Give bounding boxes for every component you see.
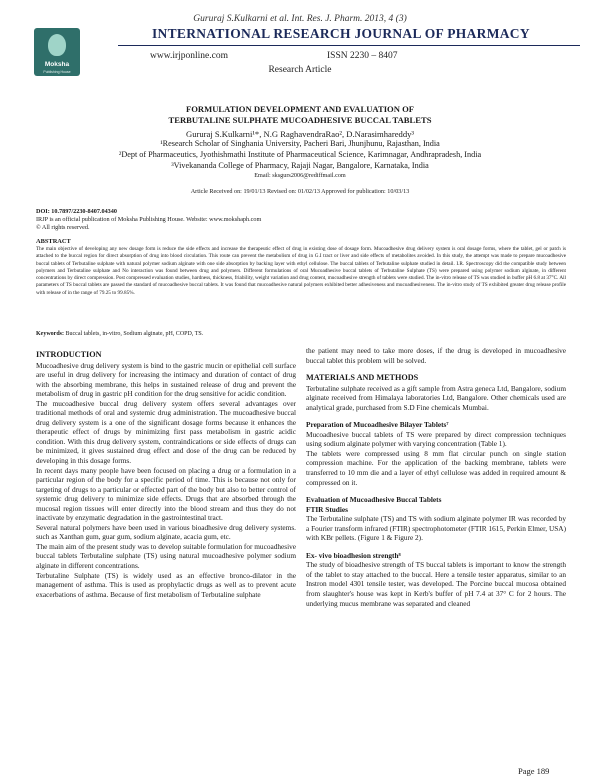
journal-issn: ISSN 2230 – 8407 xyxy=(327,51,398,61)
author-list: Gururaj S.Kulkarni¹*, N.G RaghavendraRao², D.Narasimhareddy³ xyxy=(185,129,414,139)
abstract-heading: ABSTRACT xyxy=(36,238,71,245)
exvivo-heading: Ex- vivo bioadhesion strength⁸ xyxy=(306,550,401,560)
logo-subtitle: Publishing House xyxy=(43,70,71,74)
keywords xyxy=(36,331,566,337)
spacer xyxy=(306,487,566,491)
left-column xyxy=(36,346,296,599)
corresponding-email[interactable]: Email: sksgurs2006@rediffmail.com xyxy=(254,172,346,179)
intro-paragraph-5: The main aim of the present study was to develop suitable formulation for mucoadhesive buccal tablets Terbutaline sulphate (TS) using natural mucoadhesive polymer sodium alginate in different concentrations. xyxy=(36,541,296,571)
copyright: © All rights reserved. xyxy=(36,224,90,231)
page-number: Page 189 xyxy=(518,766,550,776)
water-drop-icon xyxy=(48,34,66,56)
article-title-line-1: FORMULATION DEVELOPMENT AND EVALUATION OF xyxy=(185,104,415,114)
affiliation-1: ¹Research Scholar of Singhania University, Pacheri Bari, Jhunjhunu, Rajasthan, India xyxy=(160,139,440,148)
preparation-paragraph-2: The tablets were compressed using 8 mm flat circular punch on single station compression machine. For the application of the backing membrane, tablets were transferred to 10 mm die and a layer of ethyl cellulose was added in required amount & compressed on it. xyxy=(306,448,566,487)
publisher-note: IRJP is an official publication of Moksha Publishing House. Website: www.mokshaph.com xyxy=(36,216,262,223)
evaluation-heading: Evaluation of Mucoadhesive Buccal Tablets xyxy=(306,495,442,505)
ftir-heading: FTIR Studies xyxy=(306,504,348,514)
materials-heading: MATERIALS AND METHODS xyxy=(306,373,419,383)
intro-paragraph-4: Several natural polymers have been used in various bioadhesive drug delivery systems. such as Xanthan gum, guar gum, sodium alginate, acacia gum, etc. xyxy=(36,522,296,542)
materials-text: Terbutaline sulphate received as a gift sample from Astra geneca Ltd, Bangalore, sodium alginate received from Himalaya laboratories Ltd, Bangalore. Other chemicals used are analytical grade, purchased from S.D Fine chemicals Mumbai. xyxy=(306,383,566,412)
article-type: Research Article xyxy=(268,65,332,75)
preparation-heading: Preparation of Mucoadhesive Bilayer Tablets⁷ xyxy=(306,420,449,430)
article-title xyxy=(40,104,560,125)
affiliation-2: ²Dept of Pharmaceutics, Jyothishmathi Institute of Pharmaceutical Science, Karimnagar, Andhrapradesh, India xyxy=(118,150,482,159)
journal-website[interactable]: www.irjponline.com xyxy=(150,51,229,61)
keywords-label: Keywords: xyxy=(36,331,64,337)
journal-title: INTERNATIONAL RESEARCH JOURNAL OF PHARMACY xyxy=(152,26,530,41)
exvivo-text: The study of bioadhesive strength of TS buccal tablets is important to know the strength of the tablet to stay attached to the buccal. Here a tensile tester apparatus, similar to an Instron model 4301 tensile tester, was developed. The Porcine buccal mucosa obtained from slaughter's house was kept in Kerb's buffer of pH 7.4 at 37° C for 2 hours. The underlying mucus membrane was separated and cleaned xyxy=(306,560,566,608)
intro-continuation: the patient may need to take more doses, if the drug is developed in mucoadhesive buccal tablet this problem will be solved. xyxy=(306,346,566,365)
keywords-list: Buccal tablets, in-vitro, Sodium alginate, pH, COPD, TS. xyxy=(65,331,204,337)
intro-paragraph-6: Terbutaline Sulphate (TS) is widely used as an effective bronco-dilator in the management of asthma. This is used as prophylactic drugs as well as to prevent acute exacerbations of asthma. Because of first metabolism of Terbutaline sulphate xyxy=(36,570,296,599)
running-head: Gururaj S.Kulkarni et al. Int. Res. J. Pharm. 2013, 4 (3) xyxy=(193,14,407,24)
intro-paragraph-1: Mucoadhesive drug delivery system is bind to the gastric mucin or epithelial cell surface are useful in drug delivery for increasing the intimacy and duration of contact of drug with the absorbing membrane, this helps in sustained release of drug and prevent the metabolism of drug in gastric pH condition for the drug sensitive for acidic condition. xyxy=(36,360,296,399)
doi[interactable]: DOI: 10.7897/2230-8407.04340 xyxy=(36,208,117,215)
spacer xyxy=(306,365,566,369)
header-rule xyxy=(118,45,580,46)
article-dates: Article Received on: 19/01/13 Revised on: 01/02/13 Approved for publication: 10/03/13 xyxy=(190,188,410,195)
logo-name: Moksha xyxy=(44,61,70,68)
abstract-text: The main objective of developing any new dosage form is reduce the side effects and increase the therapeutic effect of drug in existing dose of dosage form. Mucoadhesive drug delivery system is oral dosage forms, where the tablet, gel or patch is attached to the buccal region for direct absorption of drug into blood circulation. This route can prevent the metabolism of drug in G.I tract or liver and side effects of metabolites avoided. In this study, the attempt was made to prepare mucoadhesive buccal tablets of Terbutaline sulphate with natural polymer sodium alginate with one side absorption by backing layer with ethyl cellulose. The buccal tablets of Terbutaline sulphate studied in detail. I.R. Spectroscopy did the compatible study between polymers and Terbutaline sulphate and No interaction was found between drug and polymers. Different formulations of oral Mucoadhesive buccal tablets of Terbutaline Sulphate (TS) were prepared using polymer sodium alginate, in different concentrations by direct compression. Post compressed evaluation studies, hardness, thickness, friability, weight variation and drug content, mucoadhesive strength of tablets were studied. The in-vitro release of TS was studied in buffer pH 6.8 at 37°C. All parameters of TS buccal tablets are passed the standard of mucoadhesive buccal tablets. It was found that mucoadhesive natural polymers exhibited better adhesiveness and mucoadhesiveness. The in-vitro study of TS exhibited greater drug release profile with release of in the range of 79.25 to 99.85%. xyxy=(36,246,566,296)
spacer xyxy=(306,543,566,547)
preparation-paragraph-1: Mucoadhesive buccal tablets of TS were prepared by direct compression techniques using sodium alginate polymer with varying concentration (Table 1). xyxy=(306,429,566,449)
intro-paragraph-3: In recent days many people have been focused on placing a drug or a formulation in a particular region of the body for a specific period of time. This is because not only for targeting of drugs to a particular or effected part of the body but also to better control of systemic drug delivery to minimize side effects. Drugs that are absorbed through the mucosal region tissues will enter directly into the blood stream and thus they do not inactivate by enzymatic degradation in the gastrointestinal tract. xyxy=(36,465,296,523)
introduction-heading: INTRODUCTION xyxy=(36,350,102,359)
affiliation-3: ³Vivekananda College of Pharmacy, Rajaji Nagar, Bangalore, Karnataka, India xyxy=(171,161,429,170)
spacer xyxy=(306,412,566,416)
right-column xyxy=(306,346,566,608)
article-title-line-2: TERBUTALINE SULPHATE MUCOADHESIVE BUCCAL TABLETS xyxy=(168,114,432,125)
ftir-text: The Terbutaline sulphate (TS) and TS with sodium alginate polymer IR was recorded by a Fourier transform infrared (FTIR) spectrophotometer (FTIR 1615, Perkin Elmer, USA) with KBr pellets. (Figure 1 & Figure 2). xyxy=(306,514,566,543)
intro-paragraph-2: The mucoadhesive buccal drug delivery system offers several advantages over traditional methods of oral and systemic drug administration. The mucoadhesive buccal drug delivery system is a one of the significant dosage forms because it enhances the therapeutic effect of drugs by minimizing first pass metabolism in gastric acidic condition. With this drug delivery system, contraindications or side effects of drugs can be minimized, it gives sustained drug effect and dose of the drug can be reduced by developing in this dosage forms. xyxy=(36,398,296,466)
